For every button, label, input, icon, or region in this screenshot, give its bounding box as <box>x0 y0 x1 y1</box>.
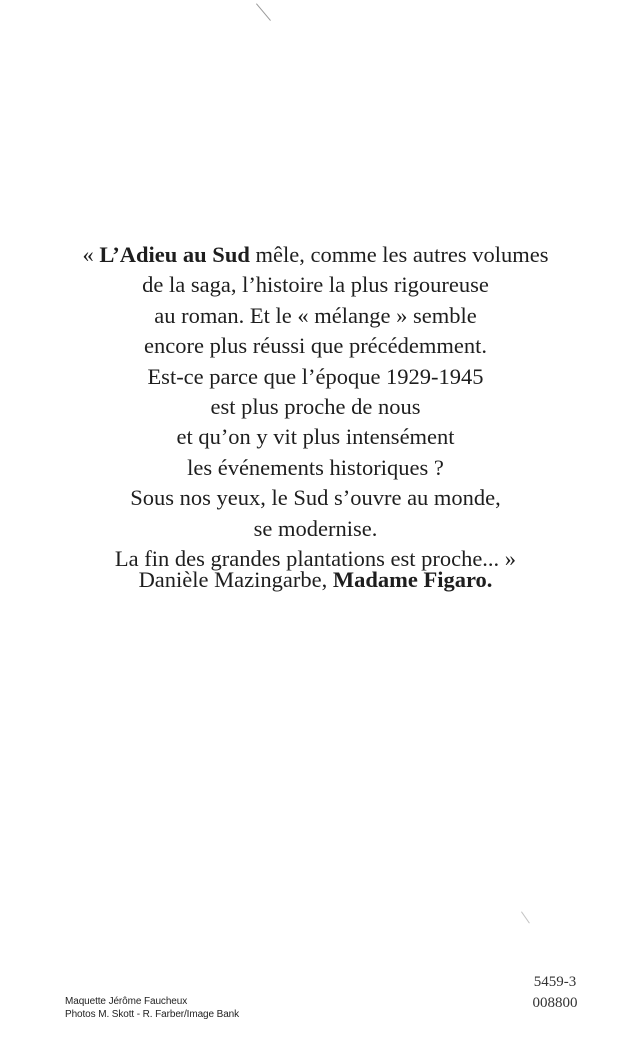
photo-credit: Photos M. Skott - R. Farber/Image Bank <box>65 1009 240 1020</box>
attribution-publication: Madame Figaro. <box>332 567 493 592</box>
cover-credits <box>65 995 239 1021</box>
quote-line: encore plus réussi que précédemment. <box>144 333 487 359</box>
book-title: L’Adieu au Sud <box>99 242 250 267</box>
catalog-number: 5459-3 <box>533 974 577 990</box>
quote-line <box>0 240 631 270</box>
catalog-codes <box>520 972 590 1014</box>
quote-open-mark: « <box>82 242 100 267</box>
quote-line: La fin des grandes plantations est proche... » <box>114 546 517 572</box>
quote-line: est plus proche de nous <box>210 394 421 420</box>
scan-speck <box>521 911 530 923</box>
price-code: 008800 <box>532 995 578 1011</box>
quote-line: les événements historiques ? <box>187 454 444 480</box>
design-credit: Maquette Jérôme Faucheux <box>65 996 188 1007</box>
quote-line: au roman. Et le « mélange » semble <box>154 302 477 328</box>
quote-line-text: mêle, comme les autres volumes <box>249 242 549 267</box>
quote-attribution <box>0 565 631 595</box>
quote-line: de la saga, l’histoire la plus rigoureuse <box>142 272 489 298</box>
attribution-author: Danièle Mazingarbe, <box>138 567 333 592</box>
quote-line: Est-ce parce que l’époque 1929-1945 <box>147 363 484 389</box>
scan-speck <box>256 3 271 20</box>
quote-line: Sous nos yeux, le Sud s’ouvre au monde, <box>130 485 501 511</box>
quote-line: et qu’on y vit plus intensément <box>176 424 455 450</box>
back-cover-quote <box>0 240 631 574</box>
quote-line: se modernise. <box>253 515 378 541</box>
